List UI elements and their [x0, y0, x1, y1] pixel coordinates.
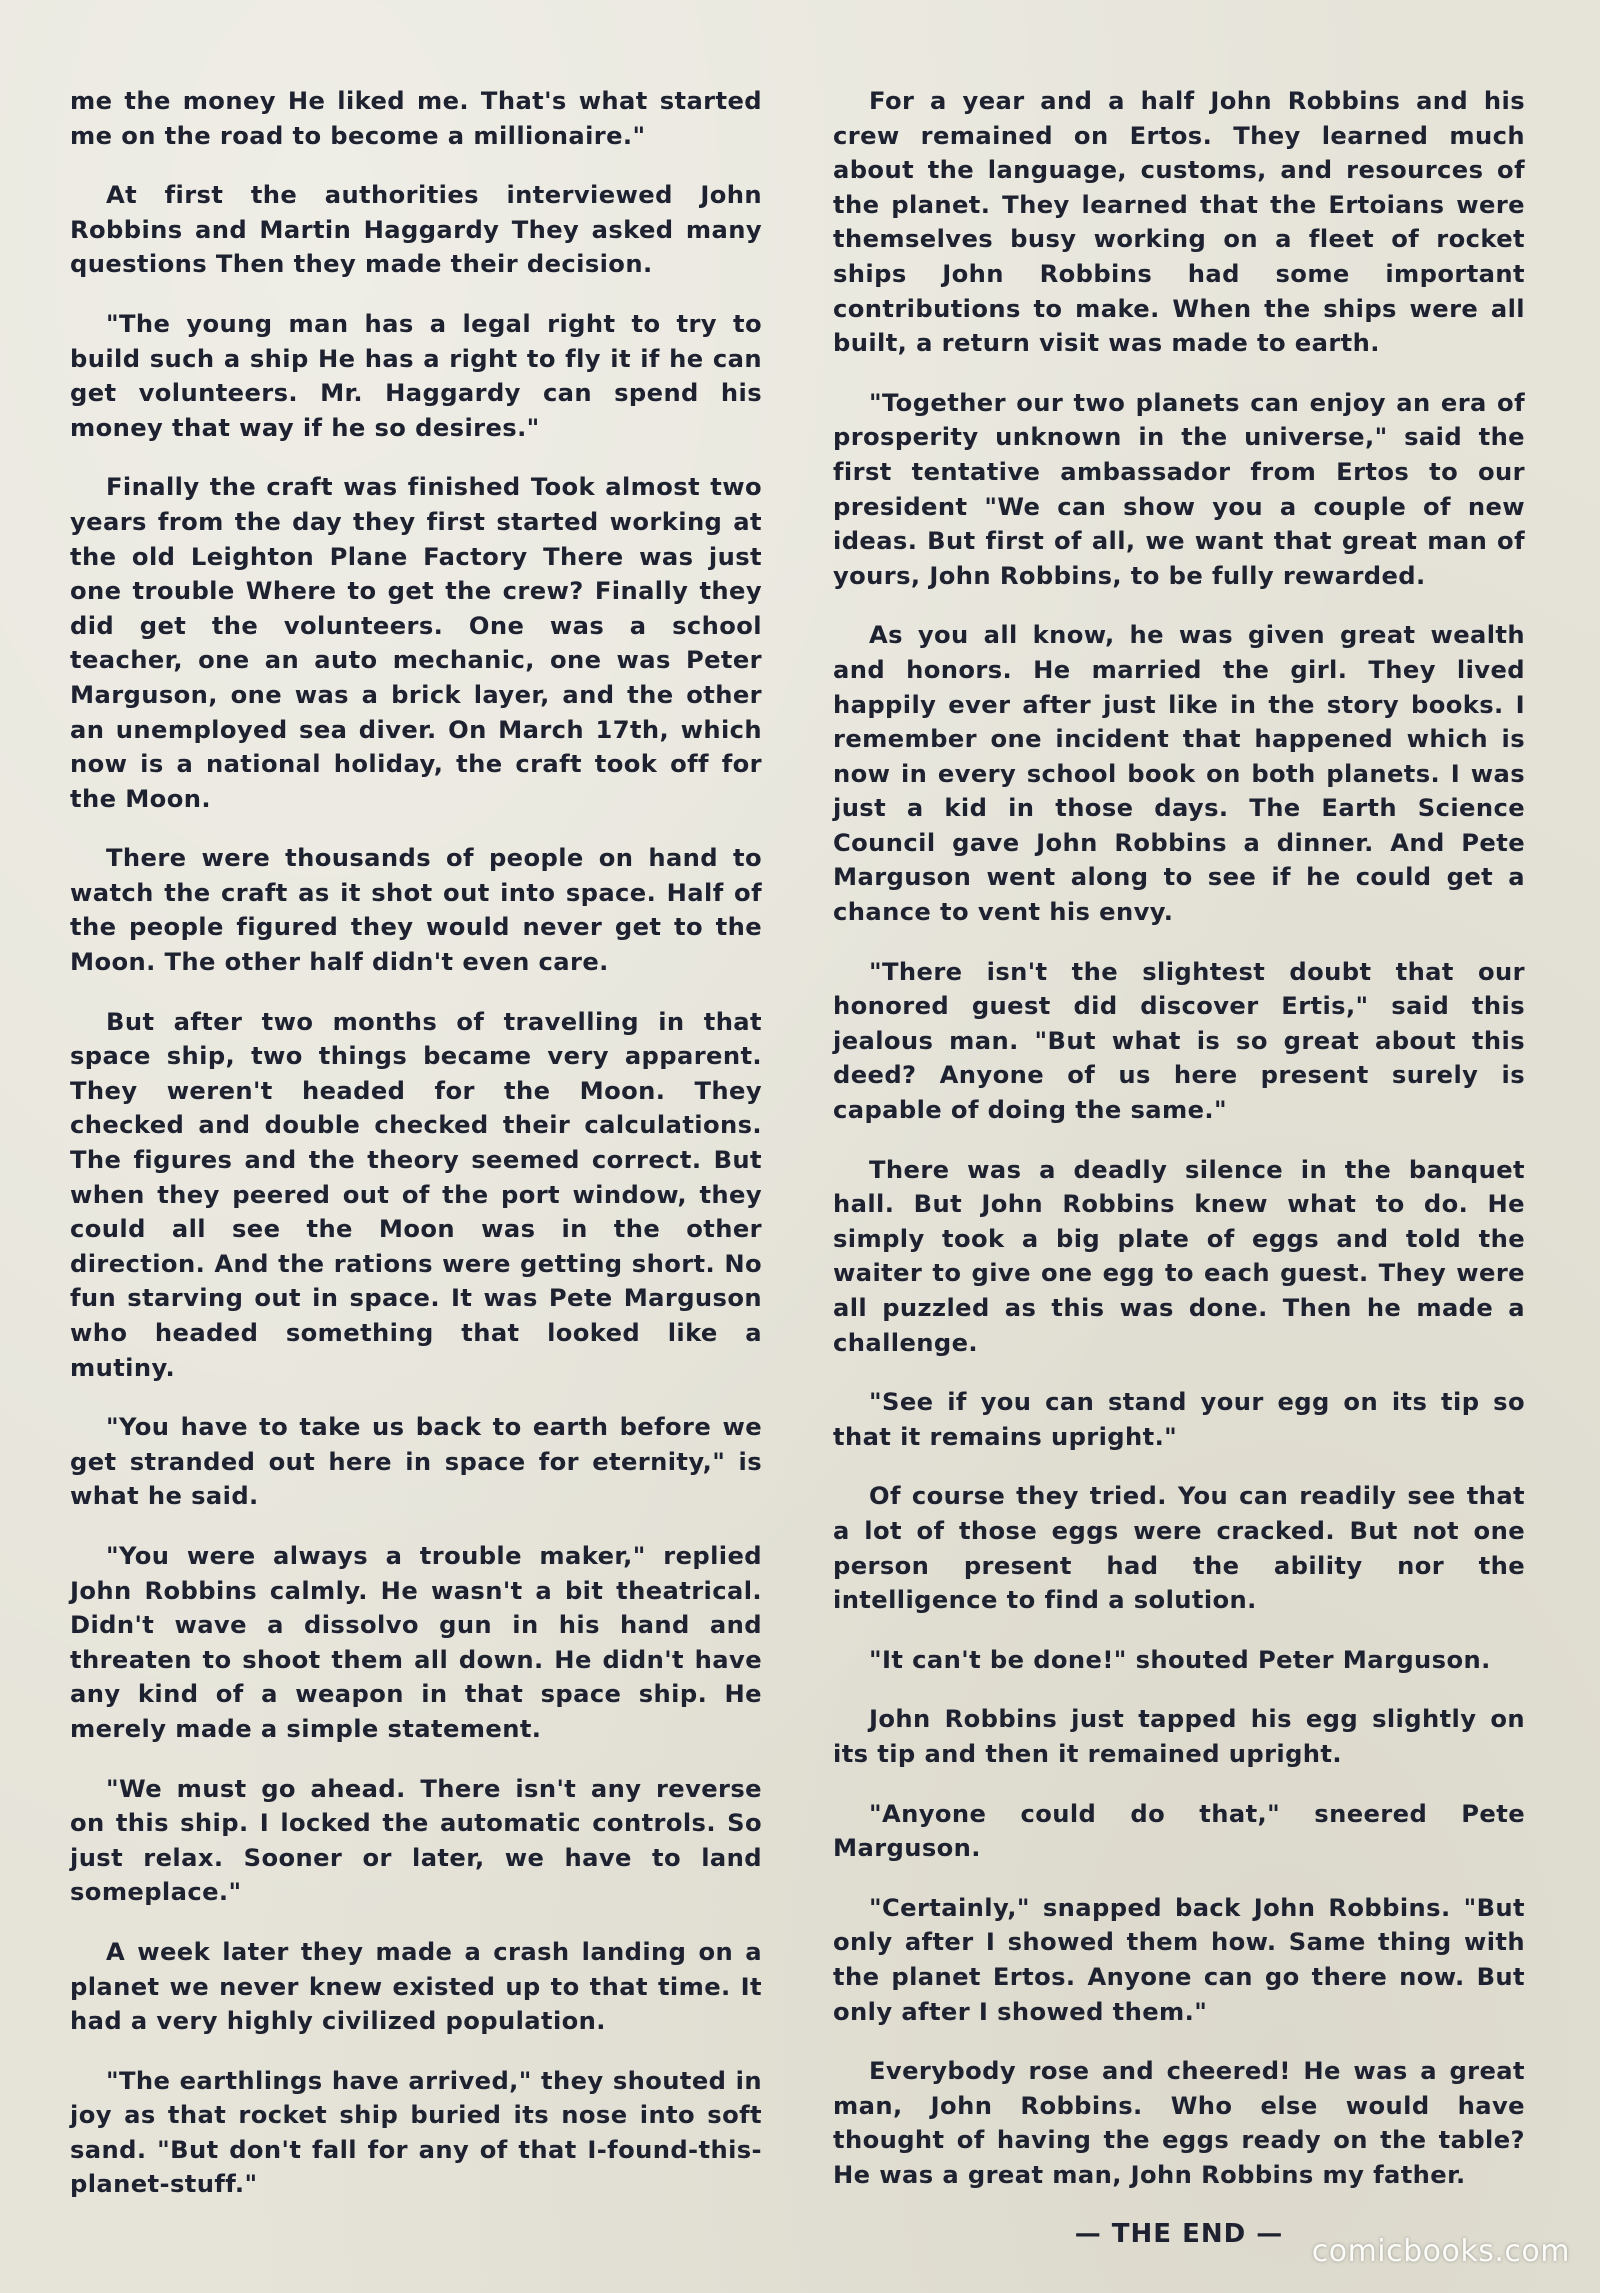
paragraph: "You have to take us back to earth before we get stranded out here in space for eternity," is what he said. — [70, 1413, 762, 1511]
paragraph: "Anyone could do that," sneered Pete Marguson. — [833, 1799, 1525, 1863]
paragraph: "The young man has a legal right to try to build such a ship He has a right to fly it if he can get volunteers. Mr. Haggardy can spend his money that way if he so desires." — [70, 309, 762, 442]
paragraph: Of course they tried. You can readily see that a lot of those eggs were cracked. But not one person present had the ability nor the intelligence to find a solution. — [833, 1482, 1525, 1615]
paragraph: me the money He liked me. That's what started me on the road to become a millionaire." — [70, 87, 762, 150]
paragraph: At first the authorities interviewed John Robbins and Martin Haggardy They asked many questions Then they made their decision. — [70, 181, 762, 279]
paragraph: "Together our two planets can enjoy an era of prosperity unknown in the universe," said the first tentative ambassador from Ertos to our president "We can show you a couple of new ideas. But first of all, we want that great man of yours, John Robbins, to be fully rewarded. — [833, 388, 1525, 590]
paragraph: "The earthlings have arrived," they shouted in joy as that rocket ship buried its nose into soft sand. "But don't fall for any of that I-found-this-planet-stuff." — [70, 2066, 762, 2199]
paragraph: "You were always a trouble maker," replied John Robbins calmly. He wasn't a bit theatrical. Didn't wave a dissolvo gun in his hand and threaten to shoot them all down. He didn't have any kind of a weapon in that space ship. He merely made a simple statement. — [70, 1541, 762, 1743]
paragraph: "See if you can stand your egg on its tip so that it remains upright." — [833, 1388, 1525, 1451]
paragraph: "There isn't the slightest doubt that our honored guest did discover Ertis," said this jealous man. "But what is so great about this deed? Anyone of us here present surely is capable of doing the same." — [833, 957, 1525, 1125]
paragraph: "We must go ahead. There isn't any reverse on this ship. I locked the automatic controls. So just relax. Sooner or later, we have to land someplace." — [70, 1774, 762, 1907]
left-column — [70, 84, 762, 2227]
paragraph: "It can't be done!" shouted Peter Marguson. — [869, 1645, 1491, 1674]
paragraph: A week later they made a crash landing on a planet we never knew existed up to that time. It had a very highly civilized population. — [70, 1937, 762, 2036]
the-end-label: — THE END — — [1074, 2219, 1284, 2250]
paragraph: Everybody rose and cheered! He was a great man, John Robbins. Who else would have thought of having the eggs ready on the table? He was a great man, John Robbins my father. — [833, 2057, 1525, 2189]
paragraph: John Robbins just tapped his egg slightly on its tip and then it remained upright. — [833, 1705, 1525, 1768]
paragraph: "Certainly," snapped back John Robbins. "But only after I showed them how. Same thing with the planet Ertos. Anyone can go there now. But only after I showed them." — [833, 1893, 1525, 2026]
paragraph: But after two months of travelling in that space ship, two things became very apparent. They weren't headed for the Moon. They checked and double checked their calculations. The figures and the theory seemed correct. But when they peered out of the port window, they could all see the Moon was in the other direction. And the rations were getting short. No fun starving out in space. It was Pete Marguson who headed something that looked like a mutiny. — [70, 1007, 762, 1382]
paragraph: As you all know, he was given great wealth and honors. He married the girl. They lived happily ever after just like in the story books. I remember one incident that happened which is now in every school book on both planets. I was just a kid in those days. The Earth Science Council gave John Robbins a dinner. And Pete Marguson went along to see if he could get a chance to vent his envy. — [833, 621, 1525, 927]
paragraph: There were thousands of people on hand to watch the craft as it shot out into space. Half of the people figured they would never get to the Moon. The other half didn't even care. — [70, 844, 762, 977]
paragraph: There was a deadly silence in the banquet hall. But John Robbins knew what to do. He simply took a big plate of eggs and told the waiter to give one egg to each guest. They were all puzzled as this was done. Then he made a challenge. — [833, 1155, 1525, 1357]
right-column — [833, 84, 1525, 2252]
site-watermark: comicbooks.com — [1311, 2234, 1570, 2269]
paragraph: Finally the craft was finished Took almost two years from the day they first started working at the old Leighton Plane Factory There was just one trouble Where to get the crew? Finally they did get the volunteers. One was a school teacher, one an auto mechanic, one was Peter Marguson, one was a brick layer, and the other an unemployed sea diver. On March 17th, which now is a national holiday, the craft took off for the Moon. — [70, 473, 762, 813]
paragraph: For a year and a half John Robbins and his crew remained on Ertos. They learned much about the language, customs, and resources of the planet. They learned that the Ertoians were themselves busy working on a fleet of rocket ships John Robbins had some important contributions to make. When the ships were all built, a return visit was made to earth. — [833, 87, 1525, 358]
